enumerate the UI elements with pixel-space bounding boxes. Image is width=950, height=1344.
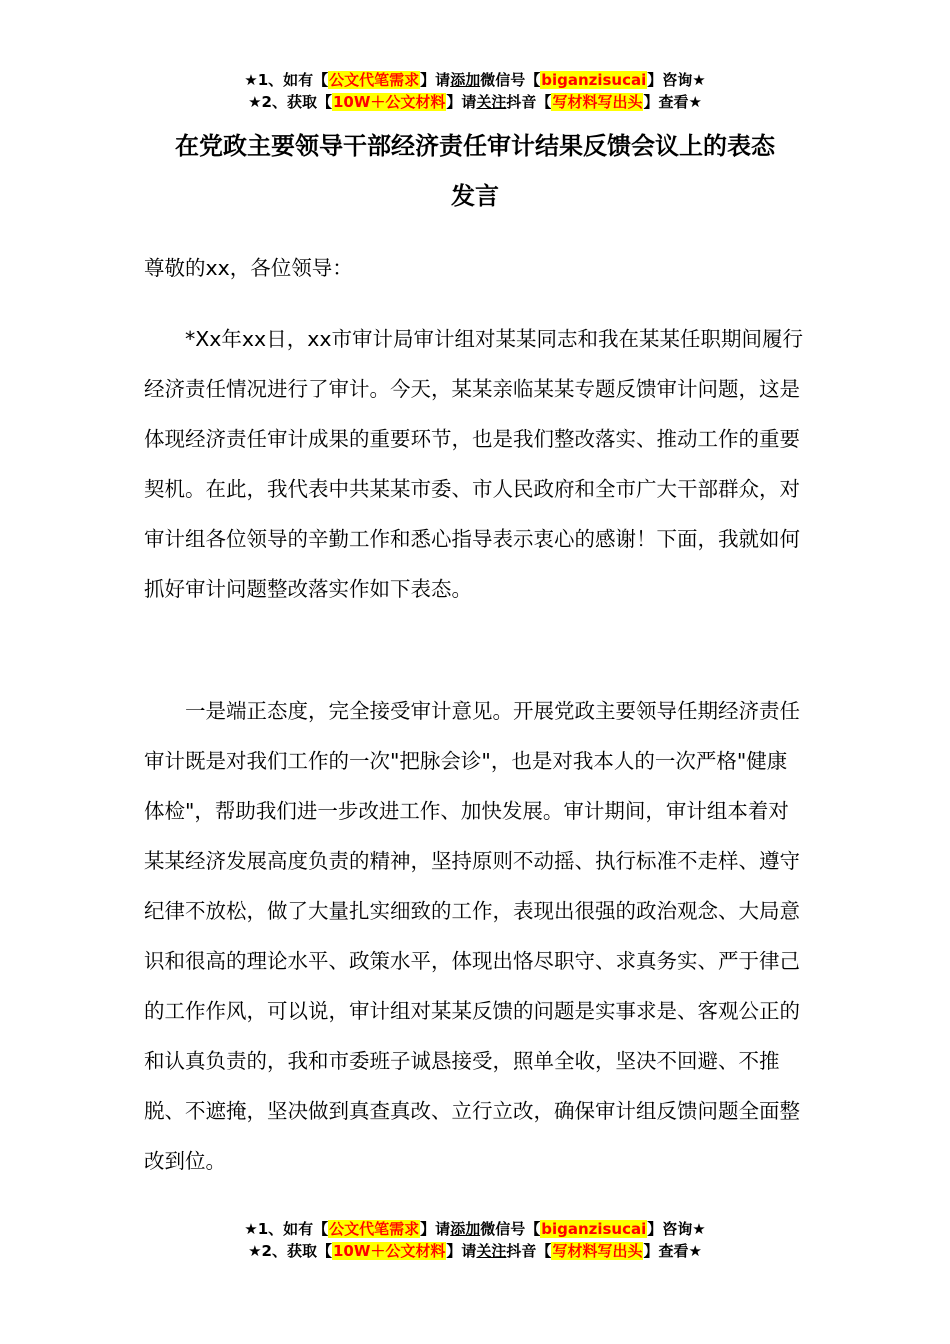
footer-banner: [0, 1218, 950, 1262]
service-highlight: 公文代笔需求: [329, 1220, 420, 1238]
add-text: 添加: [450, 71, 481, 89]
banner-text: ★2、获取【: [248, 1242, 332, 1260]
banner-text: 抖音【: [506, 93, 552, 111]
banner-text: 】请: [420, 1220, 451, 1238]
banner-line-2: [0, 91, 950, 113]
banner-text: 抖音【: [506, 1242, 552, 1260]
add-text: 添加: [450, 1220, 481, 1238]
header-banner: [0, 69, 950, 113]
banner-text: 】查看★: [643, 1242, 702, 1260]
follow-text: 关注: [476, 93, 507, 111]
follow-text: 关注: [476, 1242, 507, 1260]
douyin-highlight: 写材料写出头: [552, 1242, 643, 1260]
douyin-highlight: 写材料写出头: [552, 93, 643, 111]
banner-text: 微信号【: [480, 1220, 541, 1238]
materials-highlight: 10W＋公文材料: [332, 93, 446, 111]
banner-text: 微信号【: [480, 71, 541, 89]
banner-line-1: [0, 69, 950, 91]
banner-text: ★1、如有【: [244, 1220, 329, 1238]
title-line-1: 在党政主要领导干部经济责任审计结果反馈会议上的表态: [175, 132, 775, 160]
banner-text: 】请: [420, 71, 451, 89]
wechat-id-highlight: biganzisucai: [541, 1220, 647, 1238]
banner-text: 】咨询★: [647, 1220, 706, 1238]
banner-line-2: [0, 1240, 950, 1262]
banner-text: 】查看★: [643, 93, 702, 111]
banner-line-1: [0, 1218, 950, 1240]
materials-highlight: 10W＋公文材料: [332, 1242, 446, 1260]
banner-text: ★1、如有【: [244, 71, 329, 89]
wechat-id-highlight: biganzisucai: [541, 71, 647, 89]
banner-text: 】请: [446, 1242, 477, 1260]
paragraph-attitude: 一是端正态度，完全接受审计意见。开展党政主要领导任期经济责任审计既是对我们工作的一次"把脉会诊"，也是对我本人的一次严格"健康体检"，帮助我们进一步改进工作、加快发展。审计期间，审计组本着对某某经济发展高度负责的精神，坚持原则不动摇、执行标准不走样、遵守纪律不放松，做了大量扎实细致的工作，表现出很强的政治观念、大局意识和很高的理论水平、政策水平，体现出恪尽职守、求真务实、严于律己的工作作风，可以说，审计组对某某反馈的问题是实事求是、客观公正的和认真负责的，我和市委班子诚恳接受，照单全收，坚决不回避、不推脱、不遮掩，坚决做到真查真改、立行立改，确保审计组反馈问题全面整改到位。: [144, 699, 800, 1173]
title-line-2: 发言: [451, 182, 499, 210]
service-highlight: 公文代笔需求: [329, 71, 420, 89]
banner-text: 】请: [446, 93, 477, 111]
paragraph-intro: *Xx年xx日，xx市审计局审计组对某某同志和我在某某任职期间履行经济责任情况进行了审计。今天，某某亲临某某专题反馈审计问题，这是体现经济责任审计成果的重要环节，也是我们整改落实、推动工作的重要契机。在此，我代表中共某某市委、市人民政府和全市广大干部群众，对审计组各位领导的辛勤工作和悉心指导表示衷心的感谢！下面，我就如何抓好审计问题整改落实作如下表态。: [144, 327, 803, 601]
greeting: 尊敬的xx，各位领导：: [144, 256, 353, 280]
banner-text: ★2、获取【: [248, 93, 332, 111]
banner-text: 】咨询★: [647, 71, 706, 89]
document-title: [0, 121, 950, 221]
